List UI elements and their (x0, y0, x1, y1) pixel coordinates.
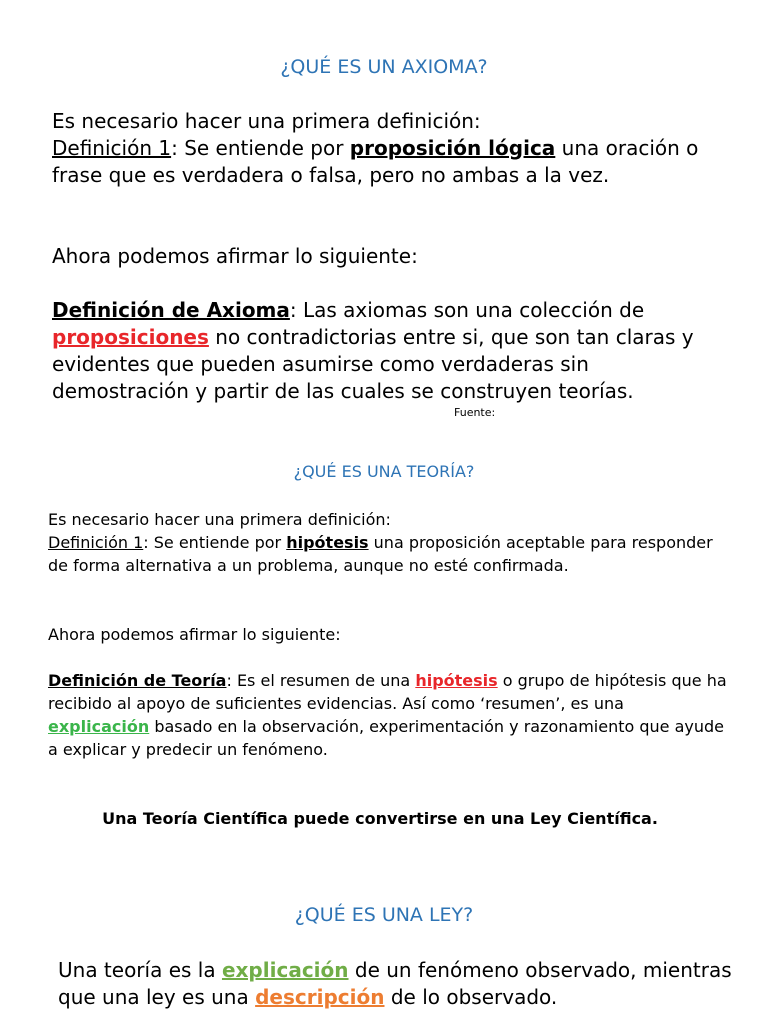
law-text-pre: Una teoría es la (58, 958, 222, 982)
law-paragraph (58, 957, 738, 1011)
axiom-def-pre: : Las axiomas son una colección de (289, 298, 645, 322)
theory-def-mid: o grupo de hipótesis que ha recibido al apoyo de suficientes evidencias. Así como ‘resumen’, es una (48, 671, 727, 713)
term-proposicion-logica: proposición lógica (349, 136, 556, 160)
axiom-heading: ¿QUÉ ES UN AXIOMA? (280, 56, 488, 78)
axiom-intro: Es necesario hacer una primera definición: (52, 109, 481, 133)
theory-definition-pre: : Se entiende por (143, 533, 287, 552)
term-explicacion-lime: explicación (221, 958, 349, 982)
term-hipotesis-red: hipótesis (415, 671, 498, 690)
axiom-definition-post: una oración o frase que es verdadera o falsa, pero no ambas a la vez. (52, 136, 699, 187)
theory-def-post: basado en la observación, experimentación y razonamiento que ayude a explicar y predecir un fenómeno. (48, 717, 725, 759)
axiom-definition-label: Definición 1 (52, 136, 172, 160)
axiom-definition-paragraph (52, 297, 732, 405)
law-heading: ¿QUÉ ES UNA LEY? (294, 904, 474, 926)
axiom-intro-paragraph (52, 108, 732, 189)
term-explicacion-green: explicación (48, 717, 150, 736)
theory-definition-paragraph (48, 669, 728, 761)
axiom-def-post: no contradictorias entre si, que son tan claras y evidentes que pueden asumirse como verdaderas sin demostración y partir de las cuales se construyen teorías. (52, 325, 694, 403)
term-hipotesis: hipótesis (286, 533, 369, 552)
axiom-now-text: Ahora podemos afirmar lo siguiente: (52, 244, 418, 268)
theory-conclusion: Una Teoría Científica puede convertirse en una Ley Científica. (102, 809, 658, 828)
law-text-post: de lo observado. (384, 985, 558, 1009)
theory-def-pre: : Es el resumen de una (226, 671, 416, 690)
axiom-definition-title: Definición de Axioma (52, 298, 290, 322)
axiom-definition-pre: : Se entiende por (171, 136, 350, 160)
theory-intro-paragraph (48, 508, 728, 577)
theory-heading: ¿QUÉ ES UNA TEORÍA? (293, 462, 475, 481)
theory-definition-post: una proposición aceptable para responder de forma alternativa a un problema, aunque no esté confirmada. (48, 533, 713, 575)
theory-intro: Es necesario hacer una primera definición: (48, 510, 391, 529)
theory-definition-title: Definición de Teoría (48, 671, 227, 690)
source-label: Fuente: (454, 406, 496, 419)
theory-definition-label: Definición 1 (48, 533, 144, 552)
term-proposiciones: proposiciones (52, 325, 209, 349)
law-text-mid: de un fenómeno observado, mientras que una ley es una (58, 958, 732, 1009)
term-descripcion: descripción (255, 985, 385, 1009)
theory-now-text: Ahora podemos afirmar lo siguiente: (48, 625, 341, 644)
